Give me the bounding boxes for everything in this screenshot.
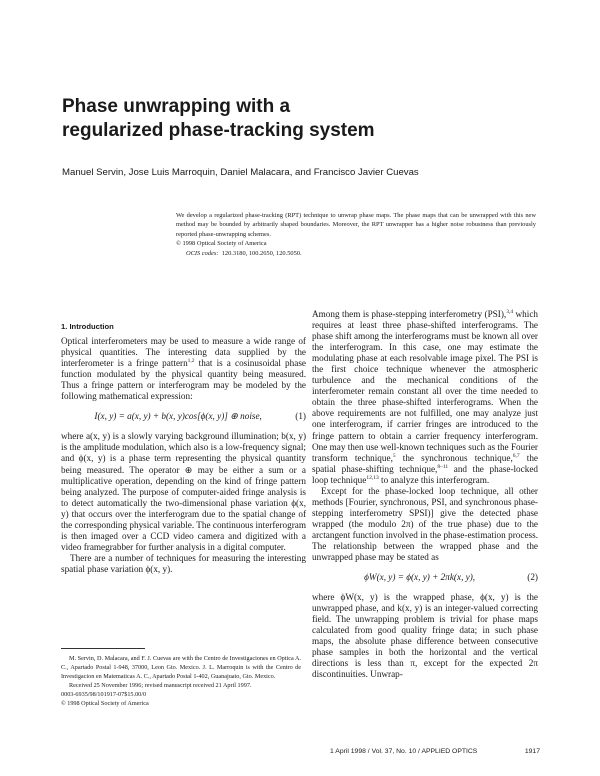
author-list: Manuel Servin, Jose Luis Marroquin, Daniel Malacara, and Francisco Javier Cuevas — [62, 167, 419, 178]
journal-citation: 1 April 1998 / Vol. 37, No. 10 / APPLIED OPTICS — [330, 748, 478, 755]
footnote-divider — [61, 648, 145, 649]
citation-ref: 12,13 — [366, 474, 379, 481]
ocis-codes — [186, 249, 536, 258]
right-paragraph-3: where ϕW(x, y) is the wrapped phase, ϕ(x, y) is the unwrapped phase, and k(x, y) is an integer-valued correcting field. The unwrapping problem is trivial for phase maps calculated from good quality fringe data; in such phase maps, the absolute phase difference between consecutive phase samples in both the horizontal and the vertical directions is less than π, except for the expected 2π discontinuities. Unwrap- — [312, 592, 538, 680]
title-line-2: regularized phase-tracking system — [62, 120, 375, 141]
footnote-affiliation: M. Servin, D. Malacara, and F. J. Cuevas are with the Centro de Investigaciones en Optica A. C., Apartado Postal 1-948, 37000, Leon Gto. Mexico. J. L. Marroquin is with the Centro de Investigacion en Matematicas A. C., Apartado Postal 1-402, Guanajuato, Gto. Mexico. — [61, 655, 301, 680]
intro-paragraph-3: There are a number of techniques for measuring the interesting spatial phase variation ϕ(x, y). — [61, 552, 306, 574]
abstract-copyright: © 1998 Optical Society of America — [176, 240, 267, 248]
right-column — [312, 309, 538, 681]
title-line-1: Phase unwrapping with a — [62, 96, 291, 117]
equation-1-body: I(x, y) = a(x, y) + b(x, y)cos[ϕ(x, y)] ⊕ noise, — [94, 411, 262, 422]
footnote-code: 0003-6935/98/101917-07$15.00/0 — [61, 690, 147, 698]
intro-paragraph-1: Optical interferometers may be used to measure a wide range of physical quantities. The interesting data supplied by the interferometer is a fringe pattern$^{1,2}$ that is a cosinusoidal phase function modulated by the physical quantity being measured. Thus a fringe pattern or interferogram may be modeled by the following mathematical expression: — [61, 336, 306, 402]
abstract-text: We develop a regularized phase-tracking (RPT) technique to unwrap phase maps. The phase maps that can be unwrapped with this new method may be bounded by arbitrarily shaped boundaries. Moreover, the RPT unwrapper has a higher noise robustness than previously reported phase-unwrapping schemes. — [176, 212, 536, 238]
left-column — [61, 321, 306, 575]
equation-2-body: ϕW(x, y) = ϕ(x, y) + 2πk(x, y), — [364, 572, 476, 583]
citation-ref: 3,4 — [506, 308, 514, 315]
running-footer — [330, 748, 540, 755]
equation-2 — [312, 572, 538, 583]
footnote-copyright: © 1998 Optical Society of America — [61, 699, 149, 707]
page-number: 1917 — [524, 748, 540, 755]
equation-1-number: (1) — [295, 411, 306, 422]
footnotes — [61, 655, 301, 708]
right-paragraph-2: Except for the phase-locked loop technique, all other methods [Fourier, synchronous, PSI, and synchronous phase-stepping interferometry SPSI)] give the detected phase wrapped (the modulo 2π) of the true phase) due to the arctangent function involved in the phase-estimation process. The relationship between the wrapped phase and the unwrapped phase may be stated as — [312, 485, 538, 563]
ocis-label: OCIS codes: — [186, 249, 219, 257]
citation-ref: 8–11 — [437, 463, 449, 470]
equation-1 — [61, 411, 306, 422]
citation-ref: 5 — [392, 452, 396, 459]
ocis-values: 120.3180, 100.2650, 120.5050. — [221, 249, 302, 257]
citation-ref: 1,2 — [187, 358, 195, 365]
intro-paragraph-2: where a(x, y) is a slowly varying background illumination; b(x, y) is the amplitude modulation, which also is a low-frequency signal; and ϕ(x, y) is a phase term representing the physical quantity being measured. The operator ⊕ may be either a sum or a multiplicative operation, depending on the kind of fringe pattern being analyzed. The purpose of computer-aided fringe analysis is to detect automatically the two-dimensional phase variation ϕ(x, y) that occurs over the interferogram due to the spatial change of the corresponding physical variable. The continuous interferogram is then imaged over a CCD video camera and digitized with a video framegrabber for further analysis in a digital computer. — [61, 431, 307, 552]
section-heading-introduction: 1. Introduction — [61, 322, 114, 331]
paper-title — [62, 95, 502, 143]
abstract — [176, 211, 536, 258]
citation-ref: 6,7 — [512, 452, 520, 459]
equation-2-number: (2) — [527, 572, 538, 583]
right-paragraph-1: Among them is phase-stepping interferometry (PSI),$^{3,4}$ which requires at least three phase-shifted interferograms. The phase shift among the interferograms must be known all over the interferogram. In this case, one may estimate the modulating phase at each resolvable image pixel. The PSI is the first choice technique whenever the atmospheric turbulence and the mechanical conditions of the interferometer remain constant all over the time needed to obtain the three phase-shifted interferograms. When the above requirements are not fulfilled, one may analyze just one interferogram, if carrier fringes are introduced to the fringe pattern to obtain a carrier frequency interferogram. One may then use well-known techniques such as the Fourier transform technique,$^5$ the synchronous technique,$^{6,7}$ the spatial phase-shifting technique,$^{8-11}$ and the phase-locked loop technique$^{12,13}$ to analyze this interferogram. — [312, 308, 538, 485]
footnote-received: Received 25 November 1996; revised manuscript received 21 April 1997. — [69, 681, 252, 689]
